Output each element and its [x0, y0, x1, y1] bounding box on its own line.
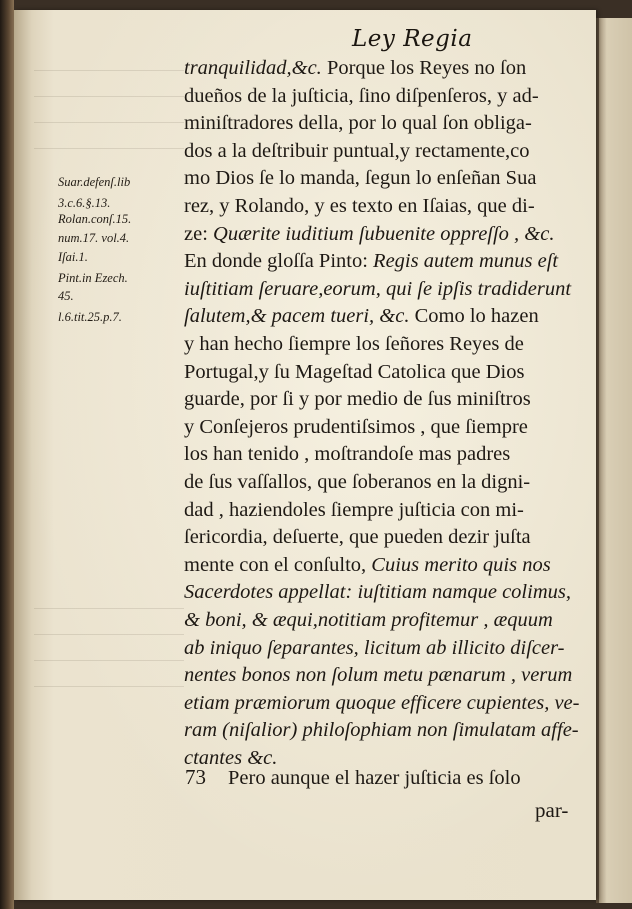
text-line	[184, 137, 596, 165]
roman-span: guarde, por ſi y por medio de ſus miniſtros	[184, 388, 531, 411]
roman-span: rez, y Rolando, y es texto en Iſaias, que di-	[184, 195, 535, 217]
text-line	[184, 109, 596, 137]
text-line	[184, 164, 596, 192]
text-line	[184, 247, 596, 275]
italic-span: Regis autem munus eſt	[373, 250, 559, 273]
italic-span: Sacerdotes appellat: iuſtitiam namque colimus,	[184, 581, 571, 604]
roman-span: y han hecho ſiempre los ſeñores Reyes de	[184, 333, 524, 355]
text-line	[184, 385, 596, 413]
text-line	[184, 661, 596, 689]
show-through-line	[34, 96, 184, 97]
roman-span: ſericordia, deſuerte, que pueden dezir juſta	[184, 526, 531, 549]
text-line	[184, 413, 596, 441]
text-line	[184, 578, 596, 606]
text-line	[184, 82, 596, 110]
show-through-line	[34, 148, 184, 149]
margin-citation: l.6.tit.25.p.7.	[58, 310, 122, 324]
margin-citation: Rolan.conſ.15.	[58, 212, 132, 226]
show-through-line	[34, 660, 184, 661]
roman-span: los han tenido , moſtrandoſe mas padres	[184, 443, 511, 466]
text-line	[184, 302, 596, 330]
text-line	[184, 440, 596, 468]
margin-citation: Suar.defenſ.lib	[58, 175, 131, 189]
italic-span: tranquilidad,&c.	[184, 57, 322, 79]
roman-span: dos a la deſtribuir puntual,y rectamente,co	[184, 139, 530, 162]
roman-span: de ſus vaſſallos, que ſoberanos en la digni-	[184, 471, 531, 493]
text-line	[184, 330, 596, 358]
text-line	[184, 468, 596, 496]
italic-span: etiam præmiorum quoque efficere cupientes, ve-	[184, 691, 580, 714]
italic-span: Quærite iuditium ſubuenite oppreſſo , &c.	[213, 222, 555, 245]
italic-span: nentes bonos non ſolum metu pænarum , verum	[184, 664, 573, 687]
adjacent-page-edge	[596, 18, 632, 903]
italic-span: Cuius merito quis nos	[371, 553, 551, 576]
book-spine	[0, 0, 14, 909]
roman-span: dad , haziendoles ſiempre juſticia con mi-	[184, 498, 524, 521]
italic-span: ram (niſalior) philoſophiam non ſimulatam affe-	[184, 719, 579, 742]
roman-span: dueños de la juſticia, ſino diſpenſeros, y ad-	[184, 84, 539, 107]
text-line	[184, 220, 596, 248]
text-line	[184, 689, 596, 717]
roman-span: Como lo hazen	[409, 305, 539, 328]
margin-citation: 45.	[58, 289, 74, 303]
roman-span: En donde gloſſa Pinto:	[184, 250, 374, 273]
roman-span: ze:	[184, 222, 214, 245]
margin-citation: Pint.in Ezech.	[58, 271, 128, 285]
italic-span: ab iniquo ſeparantes, licitum ab illicito diſcer-	[184, 636, 565, 659]
paragraph-number: 73	[185, 765, 206, 789]
margin-citation: Iſai.1.	[58, 250, 88, 264]
italic-span: & boni, & æqui,notitiam profitemur , æquum	[184, 609, 553, 631]
text-line	[184, 54, 596, 82]
roman-span: Portugal,y ſu Mageſtad Catolica que Dios	[184, 360, 525, 383]
show-through-line	[34, 70, 184, 71]
roman-span: miniſtradores della, por lo qual ſon obliga-	[184, 112, 532, 135]
text-line	[184, 496, 596, 524]
text-line	[184, 716, 596, 744]
roman-span: Porque los Reyes no ſon	[321, 57, 527, 79]
text-line	[184, 606, 596, 634]
show-through-line	[34, 122, 184, 123]
roman-span: mo Dios ſe lo manda, ſegun lo enſeñan Sua	[184, 167, 537, 190]
text-line	[184, 551, 596, 579]
text-line	[184, 523, 596, 551]
text-line	[184, 634, 596, 662]
show-through-line	[34, 608, 184, 609]
text-line	[184, 192, 596, 220]
margin-citation: 3.c.6.§.13.	[58, 196, 111, 210]
final-text-line: Pero aunque el hazer juſticia es ſolo	[228, 767, 521, 789]
roman-span: y Conſejeros prudentiſsimos , que ſiempre	[184, 415, 528, 438]
show-through-line	[34, 634, 184, 635]
italic-span: iuſtitiam ſeruare,eorum, qui ſe ipſis tradiderunt	[184, 277, 572, 300]
catchword: par-	[535, 798, 569, 822]
italic-span: ctantes &c.	[184, 747, 278, 769]
text-line	[184, 358, 596, 386]
show-through-line	[34, 686, 184, 687]
running-head: Ley Regia	[352, 26, 473, 52]
margin-citation: num.17. vol.4.	[58, 231, 130, 245]
text-line	[184, 275, 596, 303]
roman-span: mente con el conſulto,	[184, 553, 372, 576]
italic-span: ſalutem,& pacem tueri, &c.	[184, 305, 410, 328]
